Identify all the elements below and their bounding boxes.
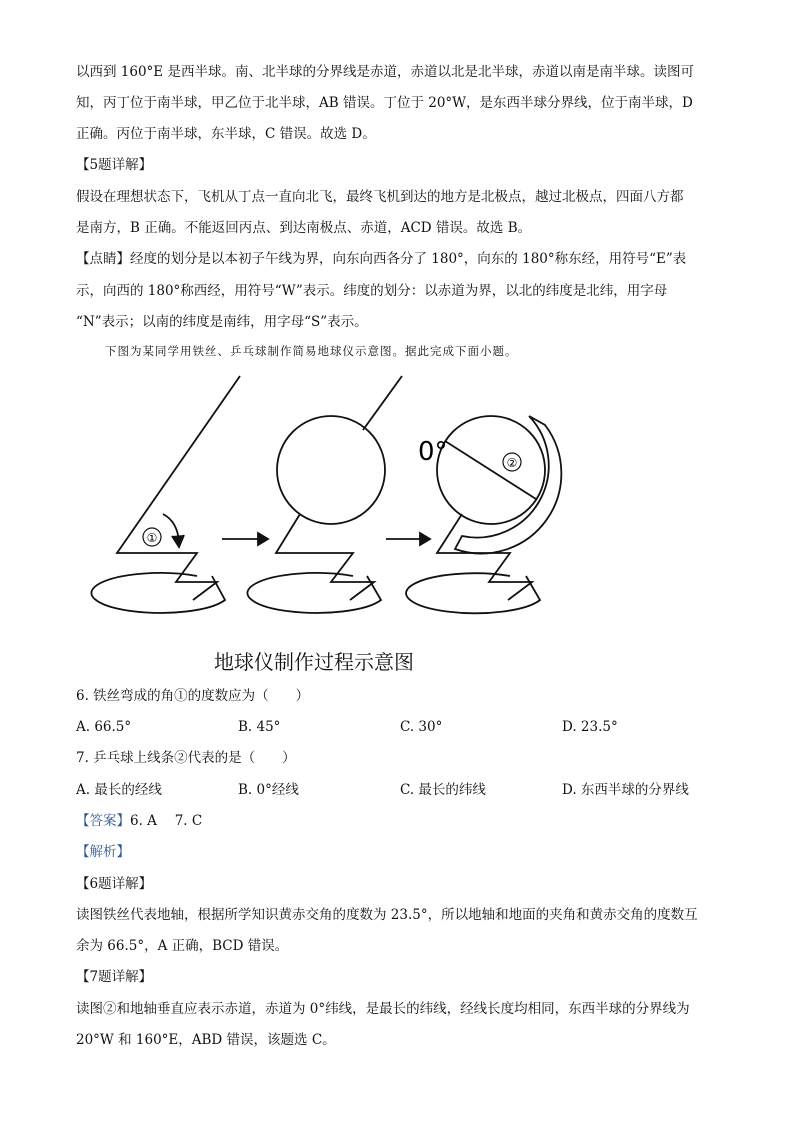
paragraph-line: 余为 66.5°，A 正确，BCD 错误。 xyxy=(76,938,289,954)
figure-title: 地球仪制作过程示意图 xyxy=(214,650,414,674)
section-heading-q5: 【5题详解】 xyxy=(76,157,153,173)
paragraph-line: 以西到 160°E 是西半球。南、北半球的分界线是赤道，赤道以北是北半球，赤道以南是南半球。读图可 xyxy=(76,64,694,80)
q6-option-c: C. 30° xyxy=(400,719,443,735)
ping-pong-ball-2 xyxy=(277,416,385,524)
zero-degree-label: 0° xyxy=(418,437,448,467)
equator-line-2 xyxy=(445,441,536,499)
q7-option-c: C. 最长的纬线 xyxy=(400,782,486,798)
figure-intro: 下图为某同学用铁丝、乒乓球制作简易地球仪示意图。据此完成下面小题。 xyxy=(105,344,518,358)
line-label: ② xyxy=(506,456,518,470)
paragraph-line: 知，丙丁位于南半球，甲乙位于北半球，AB 错误。丁位于 20°W，是东西半球分界线，位于南半球，D xyxy=(76,95,693,111)
angle-label: ① xyxy=(146,531,158,545)
base-disc-2 xyxy=(247,573,381,613)
wire-stage-2-bottom xyxy=(276,514,374,600)
globe-meridian-ring xyxy=(455,416,561,553)
wire-stage-3-bottom xyxy=(437,514,532,600)
q6-option-d: D. 23.5° xyxy=(562,719,618,735)
tip-line: 示，向西的 180°称西经，用符号“W”表示。纬度的划分：以赤道为界，以北的纬度是北纬，用字母 xyxy=(76,283,668,299)
section-heading-q7: 【7题详解】 xyxy=(76,969,153,985)
angle-arrowhead xyxy=(172,535,184,547)
question-6: 6. 铁丝弯成的角①的度数应为（ ） xyxy=(76,688,310,704)
answer-line xyxy=(76,811,202,831)
section-heading-q6: 【6题详解】 xyxy=(76,876,153,892)
answer-text: 6. A 7. C xyxy=(130,813,203,829)
q7-option-d: D. 东西半球的分界线 xyxy=(562,782,689,798)
paragraph-line: 读图铁丝代表地轴，根据所学知识黄赤交角的度数为 23.5°，所以地轴和地面的夹角和黄赤交角的度数互 xyxy=(76,907,698,923)
paragraph-line: 读图②和地轴垂直应表示赤道，赤道为 0°纬线，是最长的纬线，经线长度均相同，东西半球的分界线为 xyxy=(76,1001,690,1017)
q6-option-b: B. 45° xyxy=(238,719,281,735)
answer-label: 【答案】 xyxy=(76,813,130,829)
tip-line: “N”表示；以南的纬度是南纬，用字母“S”表示。 xyxy=(76,314,368,330)
wire-stage-2-top xyxy=(363,376,402,430)
flow-arrowhead-2 xyxy=(420,533,430,545)
q6-option-a: A. 66.5° xyxy=(76,719,132,735)
paragraph-line: 20°W 和 160°E，ABD 错误，该题选 C。 xyxy=(76,1032,336,1048)
wire-stage-1 xyxy=(117,376,240,600)
question-7: 7. 乒乓球上线条②代表的是（ ） xyxy=(76,750,296,766)
base-disc-1 xyxy=(91,573,225,613)
base-disc-3 xyxy=(406,573,540,613)
paragraph-line: 正确。丙位于南半球，东半球，C 错误。故选 D。 xyxy=(76,126,376,142)
q7-option-b: B. 0°经线 xyxy=(238,782,299,798)
analysis-label: 【解析】 xyxy=(76,844,130,860)
paragraph-line: 是南方，B 正确。不能返回丙点、到达南极点、赤道，ACD 错误。故选 B。 xyxy=(76,220,532,236)
paragraph-line: 假设在理想状态下，飞机从丁点一直向北飞，最终飞机到达的地方是北极点，越过北极点，四面八方都 xyxy=(76,189,684,205)
tip-line: 【点睛】经度的划分是以本初子午线为界，向东向西各分了 180°，向东的 180°称东经，用符号“E”表 xyxy=(76,251,687,267)
q7-option-a: A. 最长的经线 xyxy=(76,782,162,798)
flow-arrowhead-1 xyxy=(258,533,268,545)
